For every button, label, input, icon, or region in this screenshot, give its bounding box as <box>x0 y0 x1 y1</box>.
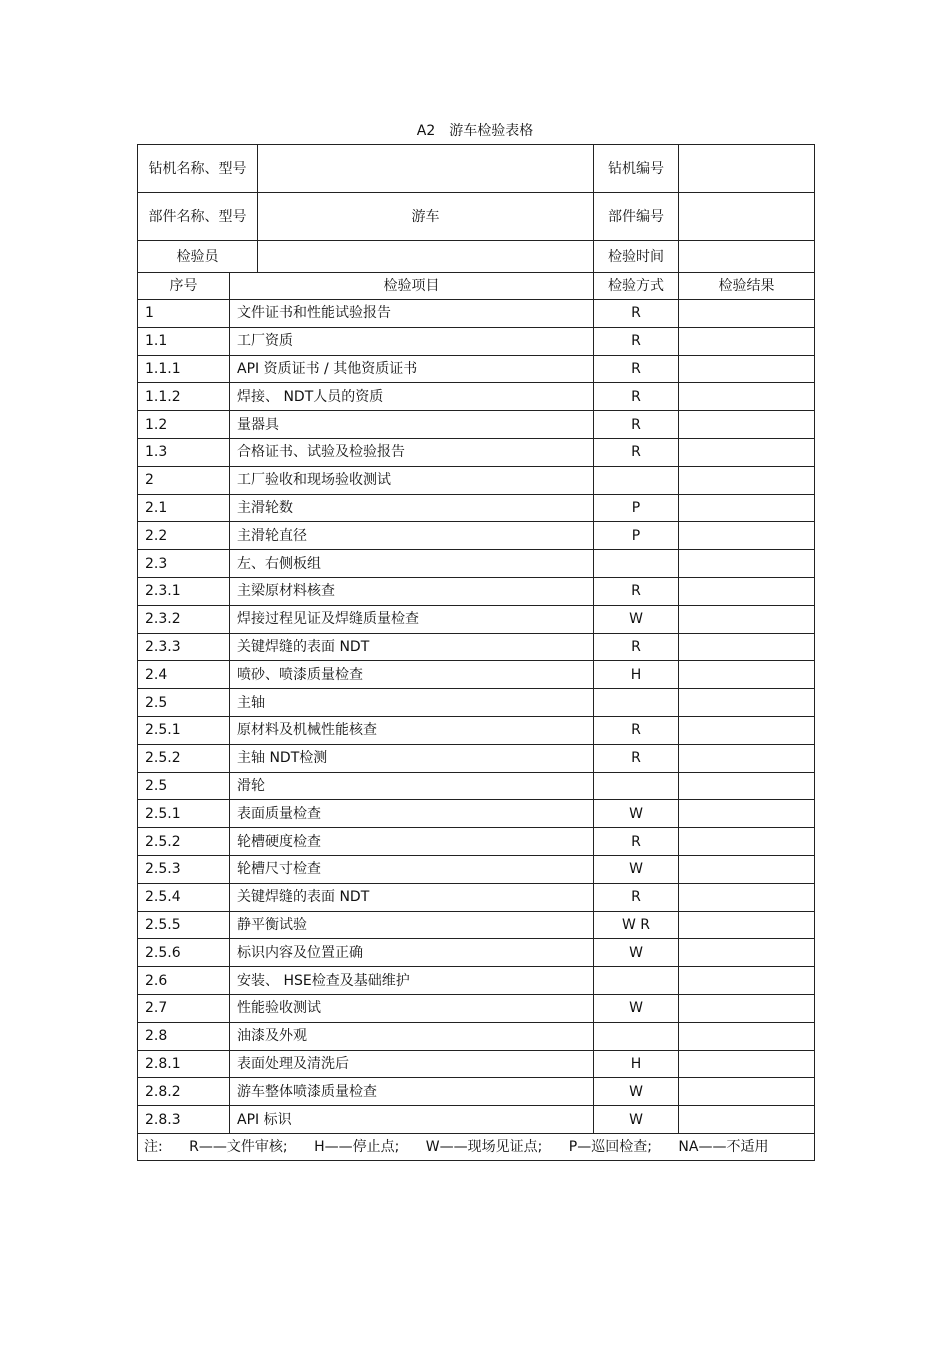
row-item: 性能验收测试 <box>230 994 594 1022</box>
row-result[interactable] <box>679 1050 815 1078</box>
column-header-row <box>138 273 815 300</box>
note-item: H——停止点; <box>314 1138 400 1155</box>
note-item: P—巡回检查; <box>568 1138 652 1155</box>
row-item: API 标识 <box>230 1106 594 1134</box>
part-name-label: 部件名称、型号 <box>138 193 258 241</box>
row-item: 主滑轮直径 <box>230 522 594 550</box>
row-item: 轮槽尺寸检查 <box>230 855 594 883</box>
row-method: W R <box>594 911 679 939</box>
row-number: 2.1 <box>138 494 230 522</box>
row-item: 表面处理及清洗后 <box>230 1050 594 1078</box>
part-no-value[interactable] <box>679 193 815 241</box>
table-row <box>138 689 815 717</box>
row-method: W <box>594 855 679 883</box>
time-value[interactable] <box>679 241 815 273</box>
row-result[interactable] <box>679 411 815 439</box>
row-method: P <box>594 494 679 522</box>
row-result[interactable] <box>679 800 815 828</box>
row-item: 主滑轮数 <box>230 494 594 522</box>
row-item: 油漆及外观 <box>230 1022 594 1050</box>
table-row <box>138 355 815 383</box>
row-result[interactable] <box>679 1106 815 1134</box>
row-item: 原材料及机械性能核查 <box>230 716 594 744</box>
table-row <box>138 772 815 800</box>
row-item: API 资质证书 / 其他资质证书 <box>230 355 594 383</box>
row-method: R <box>594 577 679 605</box>
col-header-item: 检验项目 <box>230 273 594 300</box>
row-result[interactable] <box>679 466 815 494</box>
row-result[interactable] <box>679 716 815 744</box>
row-result[interactable] <box>679 522 815 550</box>
rig-name-value[interactable] <box>258 145 594 193</box>
table-row <box>138 466 815 494</box>
table-row <box>138 605 815 633</box>
table-row <box>138 883 815 911</box>
row-item: 轮槽硬度检查 <box>230 828 594 856</box>
row-result[interactable] <box>679 744 815 772</box>
rig-no-value[interactable] <box>679 145 815 193</box>
row-method: R <box>594 438 679 466</box>
legend-note <box>138 1133 815 1160</box>
table-row <box>138 716 815 744</box>
inspector-value[interactable] <box>258 241 594 273</box>
row-method: W <box>594 1106 679 1134</box>
row-method: R <box>594 327 679 355</box>
row-item: 量器具 <box>230 411 594 439</box>
row-method: W <box>594 605 679 633</box>
row-item: 滑轮 <box>230 772 594 800</box>
table-row <box>138 1106 815 1134</box>
row-item: 工厂验收和现场验收测试 <box>230 466 594 494</box>
row-item: 关键焊缝的表面 NDT <box>230 883 594 911</box>
row-item: 游车整体喷漆质量检查 <box>230 1078 594 1106</box>
row-item: 静平衡试验 <box>230 911 594 939</box>
part-no-label: 部件编号 <box>594 193 679 241</box>
row-number: 2.5.1 <box>138 716 230 744</box>
table-row <box>138 300 815 328</box>
row-item: 表面质量检查 <box>230 800 594 828</box>
row-method <box>594 772 679 800</box>
row-result[interactable] <box>679 355 815 383</box>
table-row <box>138 828 815 856</box>
row-item: 关键焊缝的表面 NDT <box>230 633 594 661</box>
row-result[interactable] <box>679 300 815 328</box>
row-number: 2.8 <box>138 1022 230 1050</box>
row-item: 标识内容及位置正确 <box>230 939 594 967</box>
part-name-value[interactable]: 游车 <box>258 193 594 241</box>
row-method: P <box>594 522 679 550</box>
row-number: 2.5.6 <box>138 939 230 967</box>
row-method <box>594 466 679 494</box>
row-result[interactable] <box>679 1078 815 1106</box>
row-method: R <box>594 411 679 439</box>
row-result[interactable] <box>679 383 815 411</box>
row-method: W <box>594 939 679 967</box>
row-number: 2.3 <box>138 550 230 578</box>
table-row <box>138 411 815 439</box>
table-row <box>138 994 815 1022</box>
row-result[interactable] <box>679 327 815 355</box>
row-method <box>594 550 679 578</box>
row-number: 1.2 <box>138 411 230 439</box>
rig-no-label: 钻机编号 <box>594 145 679 193</box>
row-method <box>594 689 679 717</box>
title-text: 游车检验表格 <box>449 123 534 139</box>
row-number: 2 <box>138 466 230 494</box>
row-item: 主梁原材料核查 <box>230 577 594 605</box>
table-row <box>138 939 815 967</box>
table-row <box>138 911 815 939</box>
row-number: 2.4 <box>138 661 230 689</box>
row-result[interactable] <box>679 939 815 967</box>
row-result[interactable] <box>679 772 815 800</box>
time-label: 检验时间 <box>594 241 679 273</box>
row-method <box>594 967 679 995</box>
row-number: 2.2 <box>138 522 230 550</box>
row-number: 2.5 <box>138 689 230 717</box>
row-number: 1.1.2 <box>138 383 230 411</box>
row-number: 2.7 <box>138 994 230 1022</box>
row-method: H <box>594 661 679 689</box>
row-item: 喷砂、喷漆质量检查 <box>230 661 594 689</box>
row-item: 焊接、 NDT人员的资质 <box>230 383 594 411</box>
row-number: 2.6 <box>138 967 230 995</box>
row-number: 2.8.1 <box>138 1050 230 1078</box>
rig-name-label: 钻机名称、型号 <box>138 145 258 193</box>
row-method: H <box>594 1050 679 1078</box>
inspector-label: 检验员 <box>138 241 258 273</box>
row-number: 2.5.3 <box>138 855 230 883</box>
row-number: 1 <box>138 300 230 328</box>
table-row <box>138 633 815 661</box>
table-row <box>138 661 815 689</box>
row-result[interactable] <box>679 550 815 578</box>
table-row <box>138 1050 815 1078</box>
row-result[interactable] <box>679 828 815 856</box>
table-row <box>138 855 815 883</box>
row-method: R <box>594 883 679 911</box>
row-number: 2.5 <box>138 772 230 800</box>
table-row <box>138 383 815 411</box>
row-result[interactable] <box>679 994 815 1022</box>
page-title <box>0 120 950 140</box>
note-item: W——现场见证点; <box>425 1138 543 1155</box>
row-method: R <box>594 383 679 411</box>
col-header-method: 检验方式 <box>594 273 679 300</box>
row-number: 2.5.2 <box>138 744 230 772</box>
row-method: R <box>594 633 679 661</box>
table-row <box>138 800 815 828</box>
row-method: R <box>594 744 679 772</box>
row-item: 主轴 NDT检测 <box>230 744 594 772</box>
table-row <box>138 577 815 605</box>
table-row <box>138 494 815 522</box>
row-method: W <box>594 1078 679 1106</box>
row-method: W <box>594 800 679 828</box>
row-result[interactable] <box>679 967 815 995</box>
row-item: 工厂资质 <box>230 327 594 355</box>
row-item: 主轴 <box>230 689 594 717</box>
note-item: R——文件审核; <box>189 1138 288 1155</box>
row-item: 左、右侧板组 <box>230 550 594 578</box>
row-method: W <box>594 994 679 1022</box>
row-result[interactable] <box>679 577 815 605</box>
table-row <box>138 327 815 355</box>
row-result[interactable] <box>679 633 815 661</box>
row-number: 2.3.2 <box>138 605 230 633</box>
title-code: A2 <box>416 123 436 139</box>
row-method: R <box>594 716 679 744</box>
row-item: 合格证书、试验及检验报告 <box>230 438 594 466</box>
row-method <box>594 1022 679 1050</box>
row-number: 1.3 <box>138 438 230 466</box>
col-header-no: 序号 <box>138 273 230 300</box>
row-number: 2.8.3 <box>138 1106 230 1134</box>
row-number: 1.1.1 <box>138 355 230 383</box>
table-row <box>138 438 815 466</box>
table-row <box>138 1022 815 1050</box>
row-result[interactable] <box>679 911 815 939</box>
row-method: R <box>594 355 679 383</box>
note-prefix: 注: <box>144 1138 163 1155</box>
inspection-table <box>137 144 815 1161</box>
table-row <box>138 522 815 550</box>
note-item: NA——不适用 <box>678 1138 769 1155</box>
row-result[interactable] <box>679 1022 815 1050</box>
row-result[interactable] <box>679 661 815 689</box>
row-number: 1.1 <box>138 327 230 355</box>
row-number: 2.5.5 <box>138 911 230 939</box>
col-header-result: 检验结果 <box>679 273 815 300</box>
row-number: 2.8.2 <box>138 1078 230 1106</box>
row-result[interactable] <box>679 605 815 633</box>
row-number: 2.5.4 <box>138 883 230 911</box>
row-number: 2.3.3 <box>138 633 230 661</box>
table-row <box>138 1078 815 1106</box>
row-result[interactable] <box>679 689 815 717</box>
row-method: R <box>594 300 679 328</box>
row-number: 2.3.1 <box>138 577 230 605</box>
row-method: R <box>594 828 679 856</box>
row-item: 文件证书和性能试验报告 <box>230 300 594 328</box>
row-number: 2.5.2 <box>138 828 230 856</box>
row-result[interactable] <box>679 855 815 883</box>
table-row <box>138 744 815 772</box>
row-number: 2.5.1 <box>138 800 230 828</box>
row-result[interactable] <box>679 438 815 466</box>
row-item: 焊接过程见证及焊缝质量检查 <box>230 605 594 633</box>
table-row <box>138 967 815 995</box>
row-item: 安装、 HSE检查及基础维护 <box>230 967 594 995</box>
table-row <box>138 550 815 578</box>
row-result[interactable] <box>679 883 815 911</box>
row-result[interactable] <box>679 494 815 522</box>
